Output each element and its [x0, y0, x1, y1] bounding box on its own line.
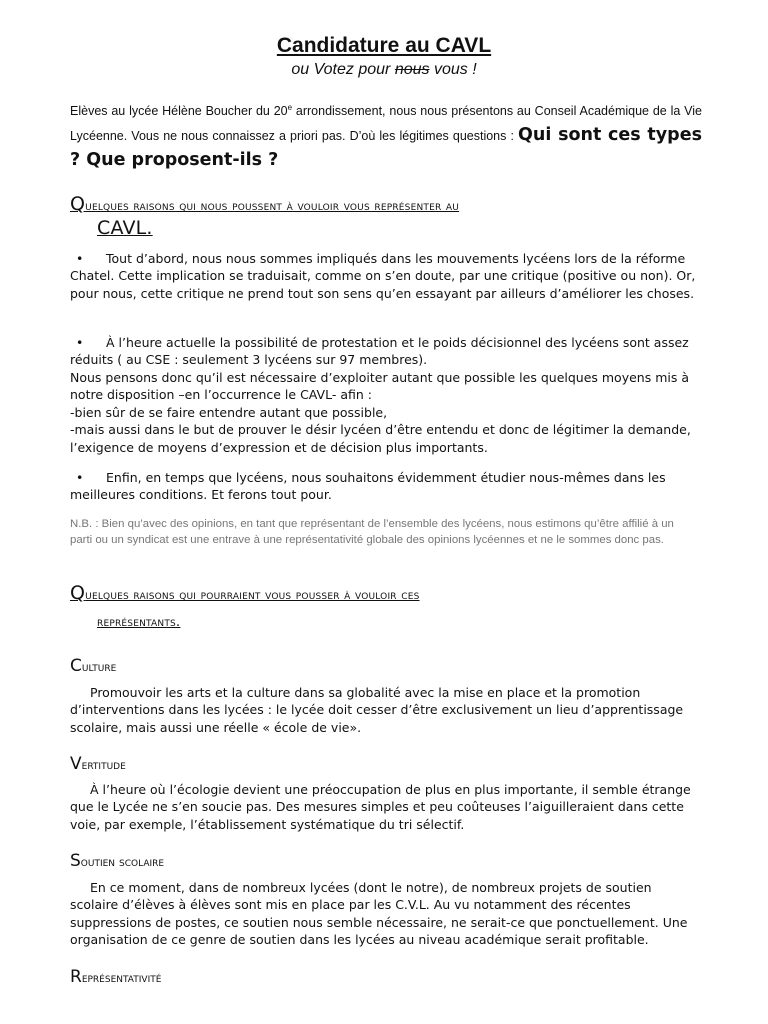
bullet-text: Enfin, en temps que lycéens, nous souhaitons évidemment étudier nous-mêmes dans les meilleures conditions. Et ferons tout pour. — [70, 470, 666, 503]
topic-paragraph-soutien: En ce moment, dans de nombreux lycées (dont le notre), de nombreux projets de soutien scolaire d’élèves à élèves sont mis en place par les C.V.L. Au vu notamment des récentes suppressions de postes, ce soutien nous semble nécessaire, ne serait-ce que ponctuellement. Une organisation de ce genre de soutien dans les lycées au niveau académique serait profitable. — [70, 880, 688, 948]
topic-heading-text: outien scolaire — [80, 854, 165, 869]
section-2-heading-line2: représentants. — [97, 614, 181, 630]
bullet-marker: • — [76, 335, 84, 350]
section-1-heading-text: uelques raisons qui nous poussent à vouloir vous représenter au — [85, 198, 460, 214]
intro-superscript: e — [287, 103, 293, 112]
bullet-text: À l’heure actuelle la possibilité de protestation et le poids décisionnel des lycéens sont assez réduits ( au CSE : seulement 3 lycéens sur 97 membres). — [70, 335, 689, 368]
document-subtitle — [0, 61, 768, 79]
bullet-marker: • — [76, 251, 84, 266]
continuation-line: -mais aussi dans le but de prouver le désir lycéen d’être entendu et donc de légitimer la demande, l’exigence de moyens d’expression et de décision plus importants. — [70, 422, 691, 455]
topic-initial: S — [70, 851, 81, 871]
topic-initial: R — [70, 967, 82, 987]
topic-heading-culture — [70, 656, 116, 676]
topic-heading-soutien — [70, 851, 164, 871]
intro-text-start: Elèves au lycée Hélène Boucher du 20 — [70, 104, 288, 119]
subtitle-struck-word: nous — [394, 61, 430, 78]
continuation-line: -bien sûr de se faire entendre autant que possible, — [70, 404, 388, 420]
topic-heading-text: ertitude — [81, 757, 126, 772]
topic-heading-text: ulture — [81, 659, 117, 674]
section-2-heading-text: uelques raisons qui pourraient vous pousser à vouloir ces — [85, 587, 420, 603]
topic-paragraph-culture: Promouvoir les arts et la culture dans sa globalité avec la mise en place et la promotion d’interventions dans les lycées : le lycée doit cesser d’être exclusivement un lieu d’apprentissage scolaire, mais aussi une réelle « école de vie». — [70, 685, 684, 735]
bullet-paragraph-1 — [70, 250, 698, 302]
topic-heading-vertitude — [70, 754, 126, 774]
topic-initial: V — [70, 754, 82, 774]
section-1-initial: Q — [70, 193, 86, 215]
bullet-text: Tout d’abord, nous nous sommes impliqués dans les mouvements lycéens lors de la réforme Chatel. Cette implication se traduisait, comme on s’en doute, par une critique (positive ou non). Or, pour nous, cette critique ne prend tout son sens qu’en essayant par ailleurs d’améliorer les choses. — [70, 251, 696, 301]
section-heading-2 — [70, 582, 710, 630]
intro-question: Qui sont ces types ? Que proposent-ils ? — [70, 125, 702, 171]
topic-paragraph-vertitude: À l’heure où l’écologie devient une préoccupation de plus en plus importante, il semble étrange que le Lycée ne s’en soucie pas. Des mesures simples et peu coûteuses l’aiguilleraient dans cette voie, par exemple, l’établissement systématique du tri sélectif. — [70, 782, 691, 832]
bullet-paragraph-2 — [70, 334, 698, 369]
continuation-line: Nous pensons donc qu’il est nécessaire d’exploiter autant que possible les quelques moyens mis à notre disposition –en l’occurrence le CAVL- afin : — [70, 370, 690, 403]
topic-initial: C — [70, 656, 82, 676]
topic-heading-representativite — [70, 967, 161, 987]
section-2-initial: Q — [70, 582, 86, 604]
section-heading-1 — [70, 193, 710, 239]
subtitle-suffix: vous ! — [429, 61, 477, 78]
bullet-marker: • — [76, 470, 84, 485]
intro-text-rest: arrondissement, nous nous présentons au Conseil Académique de la Vie Lycéenne. Vous ne nous connaissez a priori pas. D’où les légitimes questions : — [70, 104, 702, 144]
continuation-paragraph — [70, 369, 698, 456]
topic-heading-text: eprésentativité — [81, 970, 162, 985]
document-title: Candidature au CAVL — [276, 34, 492, 57]
subtitle-prefix: ou Votez pour — [291, 61, 395, 78]
intro-paragraph — [70, 96, 702, 173]
nb-note: N.B. : Bien qu’avec des opinions, en tant que représentant de l’ensemble des lycéens, nous estimons qu’être affilié à un parti ou un syndicat est une entrave à une représentativité globale des opinions lycéennes et ne le sommes donc pas. — [70, 518, 674, 547]
bullet-paragraph-3 — [70, 469, 698, 504]
section-1-heading-line2: CAVL. — [97, 217, 153, 239]
